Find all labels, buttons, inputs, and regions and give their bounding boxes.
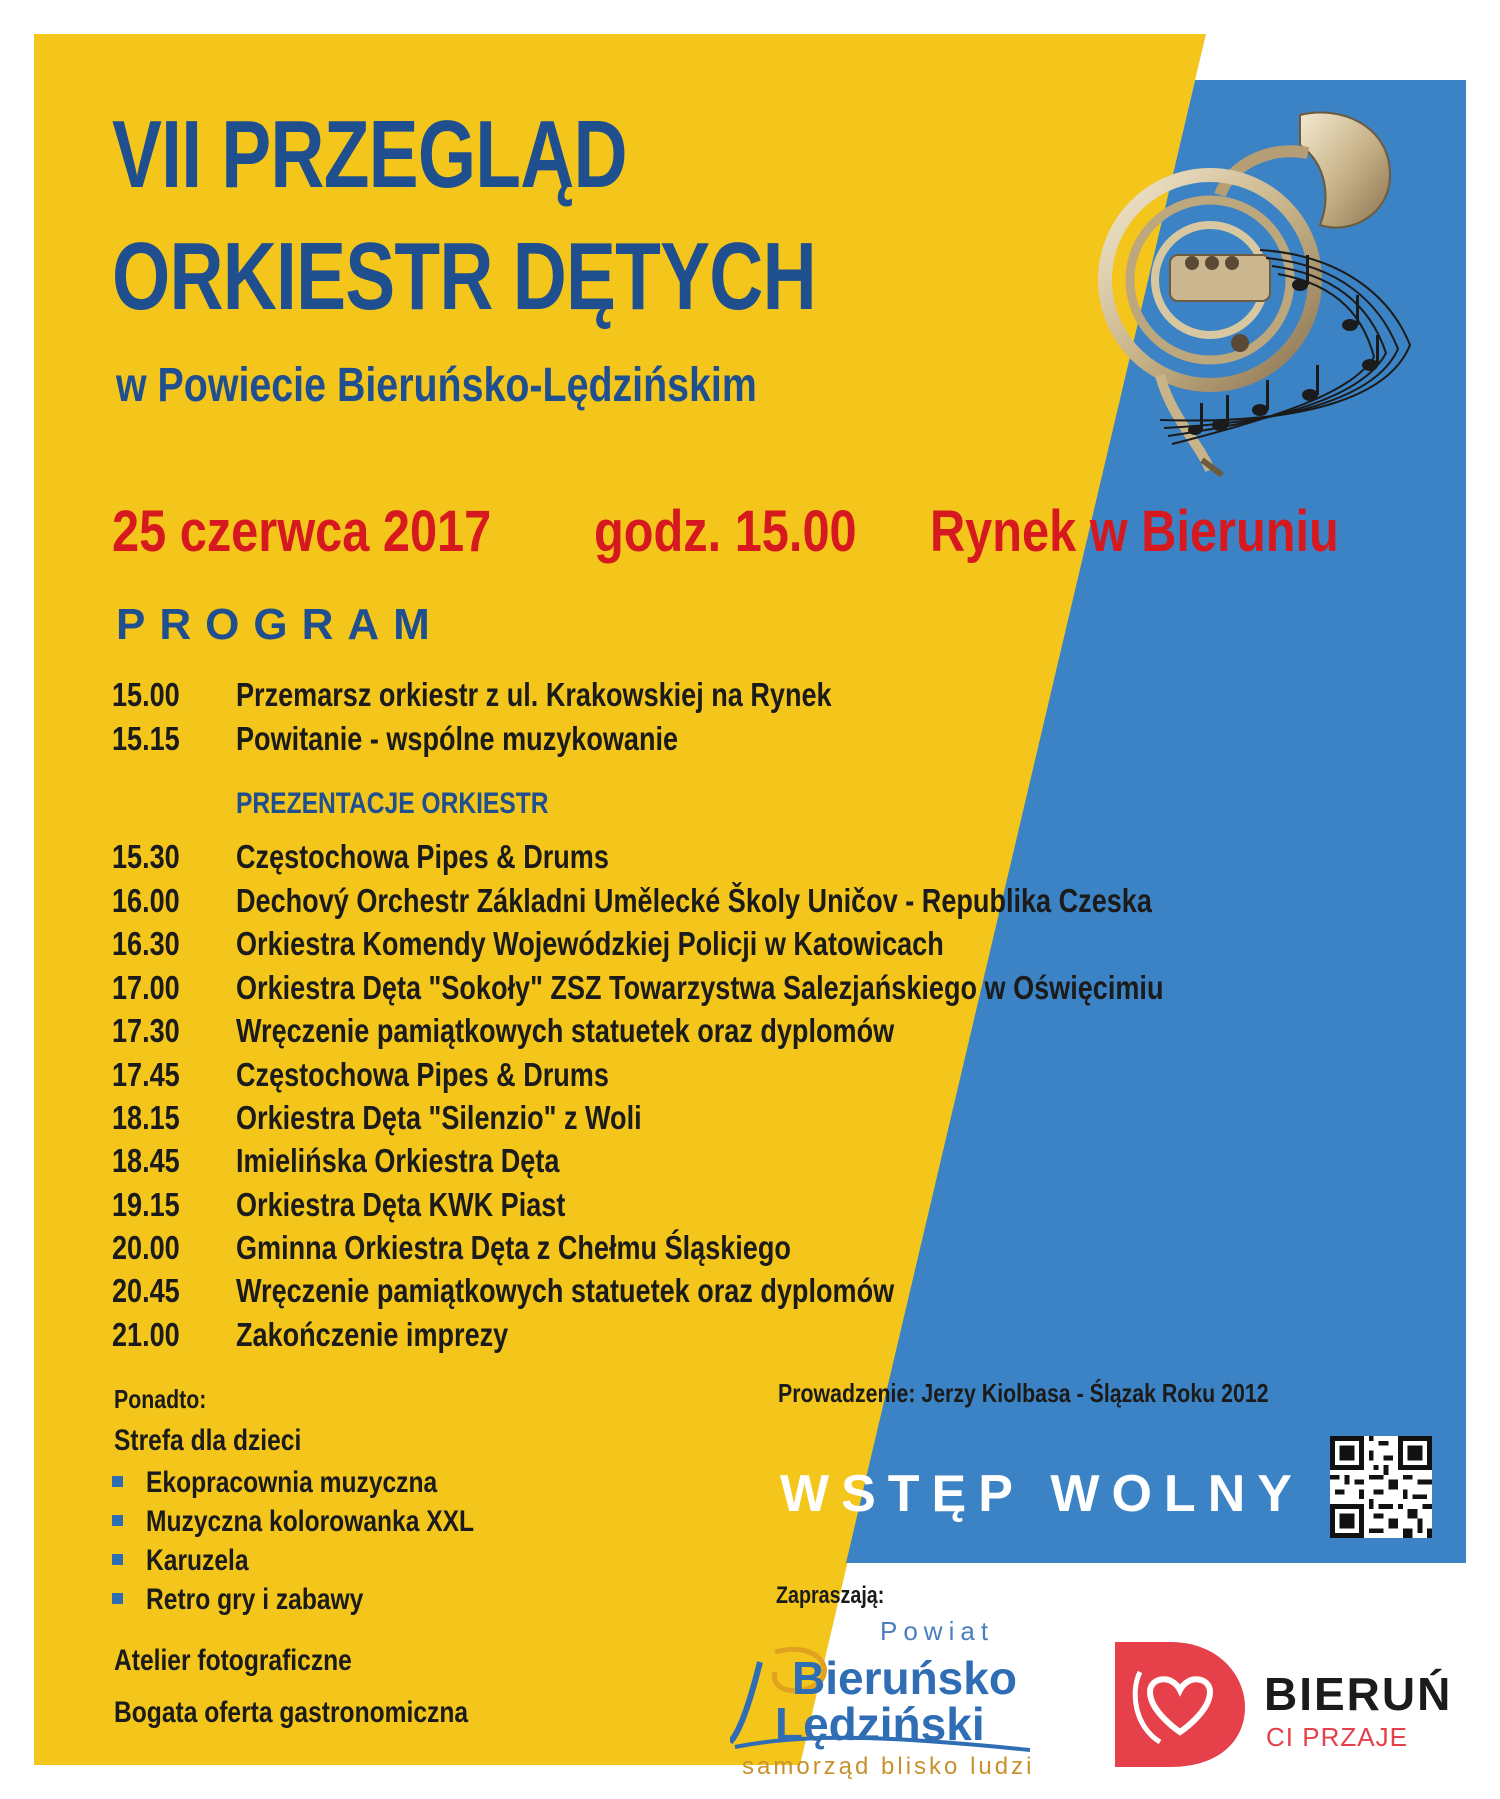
event-date: 25 czerwca 2017 xyxy=(112,499,492,564)
schedule-row xyxy=(112,1186,1412,1226)
powiat-top-label: Powiat xyxy=(880,1616,995,1646)
schedule-activity: Orkiestra Dęta "Silenzio" z Woli xyxy=(236,1099,642,1136)
host-info: Prowadzenie: Jerzy Kiolbasa - Ślązak Roku 2012 xyxy=(778,1378,1269,1408)
bierun-heart-logo-icon xyxy=(1115,1642,1245,1767)
powiat-logo[interactable] xyxy=(730,1612,1070,1782)
page-subtitle: w Powiecie Bieruńsko-Lędzińskim xyxy=(116,359,757,412)
bullet-square-icon xyxy=(112,1593,123,1604)
page-title-line2: ORKIESTR DĘTYCH xyxy=(112,223,816,330)
schedule-row xyxy=(112,1229,1412,1269)
schedule-activity: Orkiestra Dęta "Sokoły" ZSZ Towarzystwa Salezjańskiego w Oświęcimiu xyxy=(236,969,1164,1006)
kids-zone-heading: Strefa dla dzieci xyxy=(114,1424,302,1457)
page-title-line1: VII PRZEGLĄD xyxy=(112,101,627,208)
schedule-row xyxy=(112,676,1412,716)
schedule-time: 17.30 xyxy=(112,1012,180,1049)
schedule-row xyxy=(112,925,1412,965)
schedule-row xyxy=(112,1272,1412,1312)
invite-label: Zapraszają: xyxy=(776,1582,885,1609)
event-place: Rynek w Bieruniu xyxy=(930,499,1339,564)
schedule-time: 21.00 xyxy=(112,1316,180,1353)
schedule-row xyxy=(112,1142,1412,1182)
schedule-activity: Przemarsz orkiestr z ul. Krakowskiej na Rynek xyxy=(236,676,832,713)
food-offer: Bogata oferta gastronomiczna xyxy=(114,1696,469,1729)
program-heading: PROGRAM xyxy=(116,600,444,649)
powiat-name-2: Lędziński xyxy=(775,1698,985,1750)
schedule-time: 15.15 xyxy=(112,720,180,757)
list-item-label: Retro gry i zabawy xyxy=(146,1583,364,1616)
schedule-activity: Częstochowa Pipes & Drums xyxy=(236,838,609,875)
presentations-heading: PREZENTACJE ORKIESTR xyxy=(236,787,549,820)
schedule-time: 15.00 xyxy=(112,676,180,713)
schedule-time: 18.15 xyxy=(112,1099,180,1136)
music-notes-icon xyxy=(1140,225,1430,470)
schedule-time: 16.00 xyxy=(112,882,180,919)
event-time: godz. 15.00 xyxy=(594,499,857,564)
bierun-logo[interactable] xyxy=(1110,1632,1470,1772)
schedule-row xyxy=(112,1099,1412,1139)
schedule-activity: Częstochowa Pipes & Drums xyxy=(236,1056,609,1093)
schedule-time: 20.45 xyxy=(112,1272,180,1309)
bullet-square-icon xyxy=(112,1554,123,1565)
schedule-activity: Powitanie - wspólne muzykowanie xyxy=(236,720,679,757)
schedule-activity: Wręczenie pamiątkowych statuetek oraz dyplomów xyxy=(236,1012,895,1049)
bierun-name: BIERUŃ xyxy=(1264,1668,1453,1720)
schedule-activity: Gminna Orkiestra Dęta z Chełmu Śląskiego xyxy=(236,1229,791,1266)
schedule-row xyxy=(112,1012,1412,1052)
schedule-time: 17.45 xyxy=(112,1056,180,1093)
schedule-activity: Dechový Orchestr Základni Umělecké Školy Uničov - Republika Czeska xyxy=(236,882,1152,919)
schedule-row xyxy=(112,969,1412,1009)
bullet-square-icon xyxy=(112,1515,123,1526)
free-entry: WSTĘP WOLNY xyxy=(780,1465,1304,1523)
schedule-row xyxy=(112,1056,1412,1096)
schedule-row xyxy=(112,720,1412,760)
bierun-slogan: CI PRZAJE xyxy=(1266,1722,1408,1752)
powiat-name-1: Bieruńsko xyxy=(792,1652,1017,1704)
schedule-activity: Orkiestra Komendy Wojewódzkiej Policji w Katowicach xyxy=(236,925,944,962)
bullet-square-icon xyxy=(112,1476,123,1487)
schedule-activity: Wręczenie pamiątkowych statuetek oraz dyplomów xyxy=(236,1272,895,1309)
photo-studio: Atelier fotograficzne xyxy=(114,1644,352,1677)
schedule-activity: Orkiestra Dęta KWK Piast xyxy=(236,1186,566,1223)
schedule-activity: Imielińska Orkiestra Dęta xyxy=(236,1142,560,1179)
schedule-row xyxy=(112,882,1412,922)
list-item-label: Muzyczna kolorowanka XXL xyxy=(146,1505,475,1538)
powiat-slogan: samorząd blisko ludzi xyxy=(742,1753,1035,1780)
qr-code-icon[interactable] xyxy=(1330,1436,1432,1538)
extras-heading: Ponadto: xyxy=(114,1384,207,1414)
schedule-time: 20.00 xyxy=(112,1229,180,1266)
schedule-time: 17.00 xyxy=(112,969,180,1006)
list-item-label: Karuzela xyxy=(146,1544,249,1577)
schedule-time: 16.30 xyxy=(112,925,180,962)
schedule-time: 18.45 xyxy=(112,1142,180,1179)
schedule-row xyxy=(112,838,1412,878)
schedule-activity: Zakończenie imprezy xyxy=(236,1316,509,1353)
schedule-time: 19.15 xyxy=(112,1186,180,1223)
schedule-row xyxy=(112,1316,1412,1356)
schedule-time: 15.30 xyxy=(112,838,180,875)
list-item-label: Ekopracownia muzyczna xyxy=(146,1466,438,1499)
